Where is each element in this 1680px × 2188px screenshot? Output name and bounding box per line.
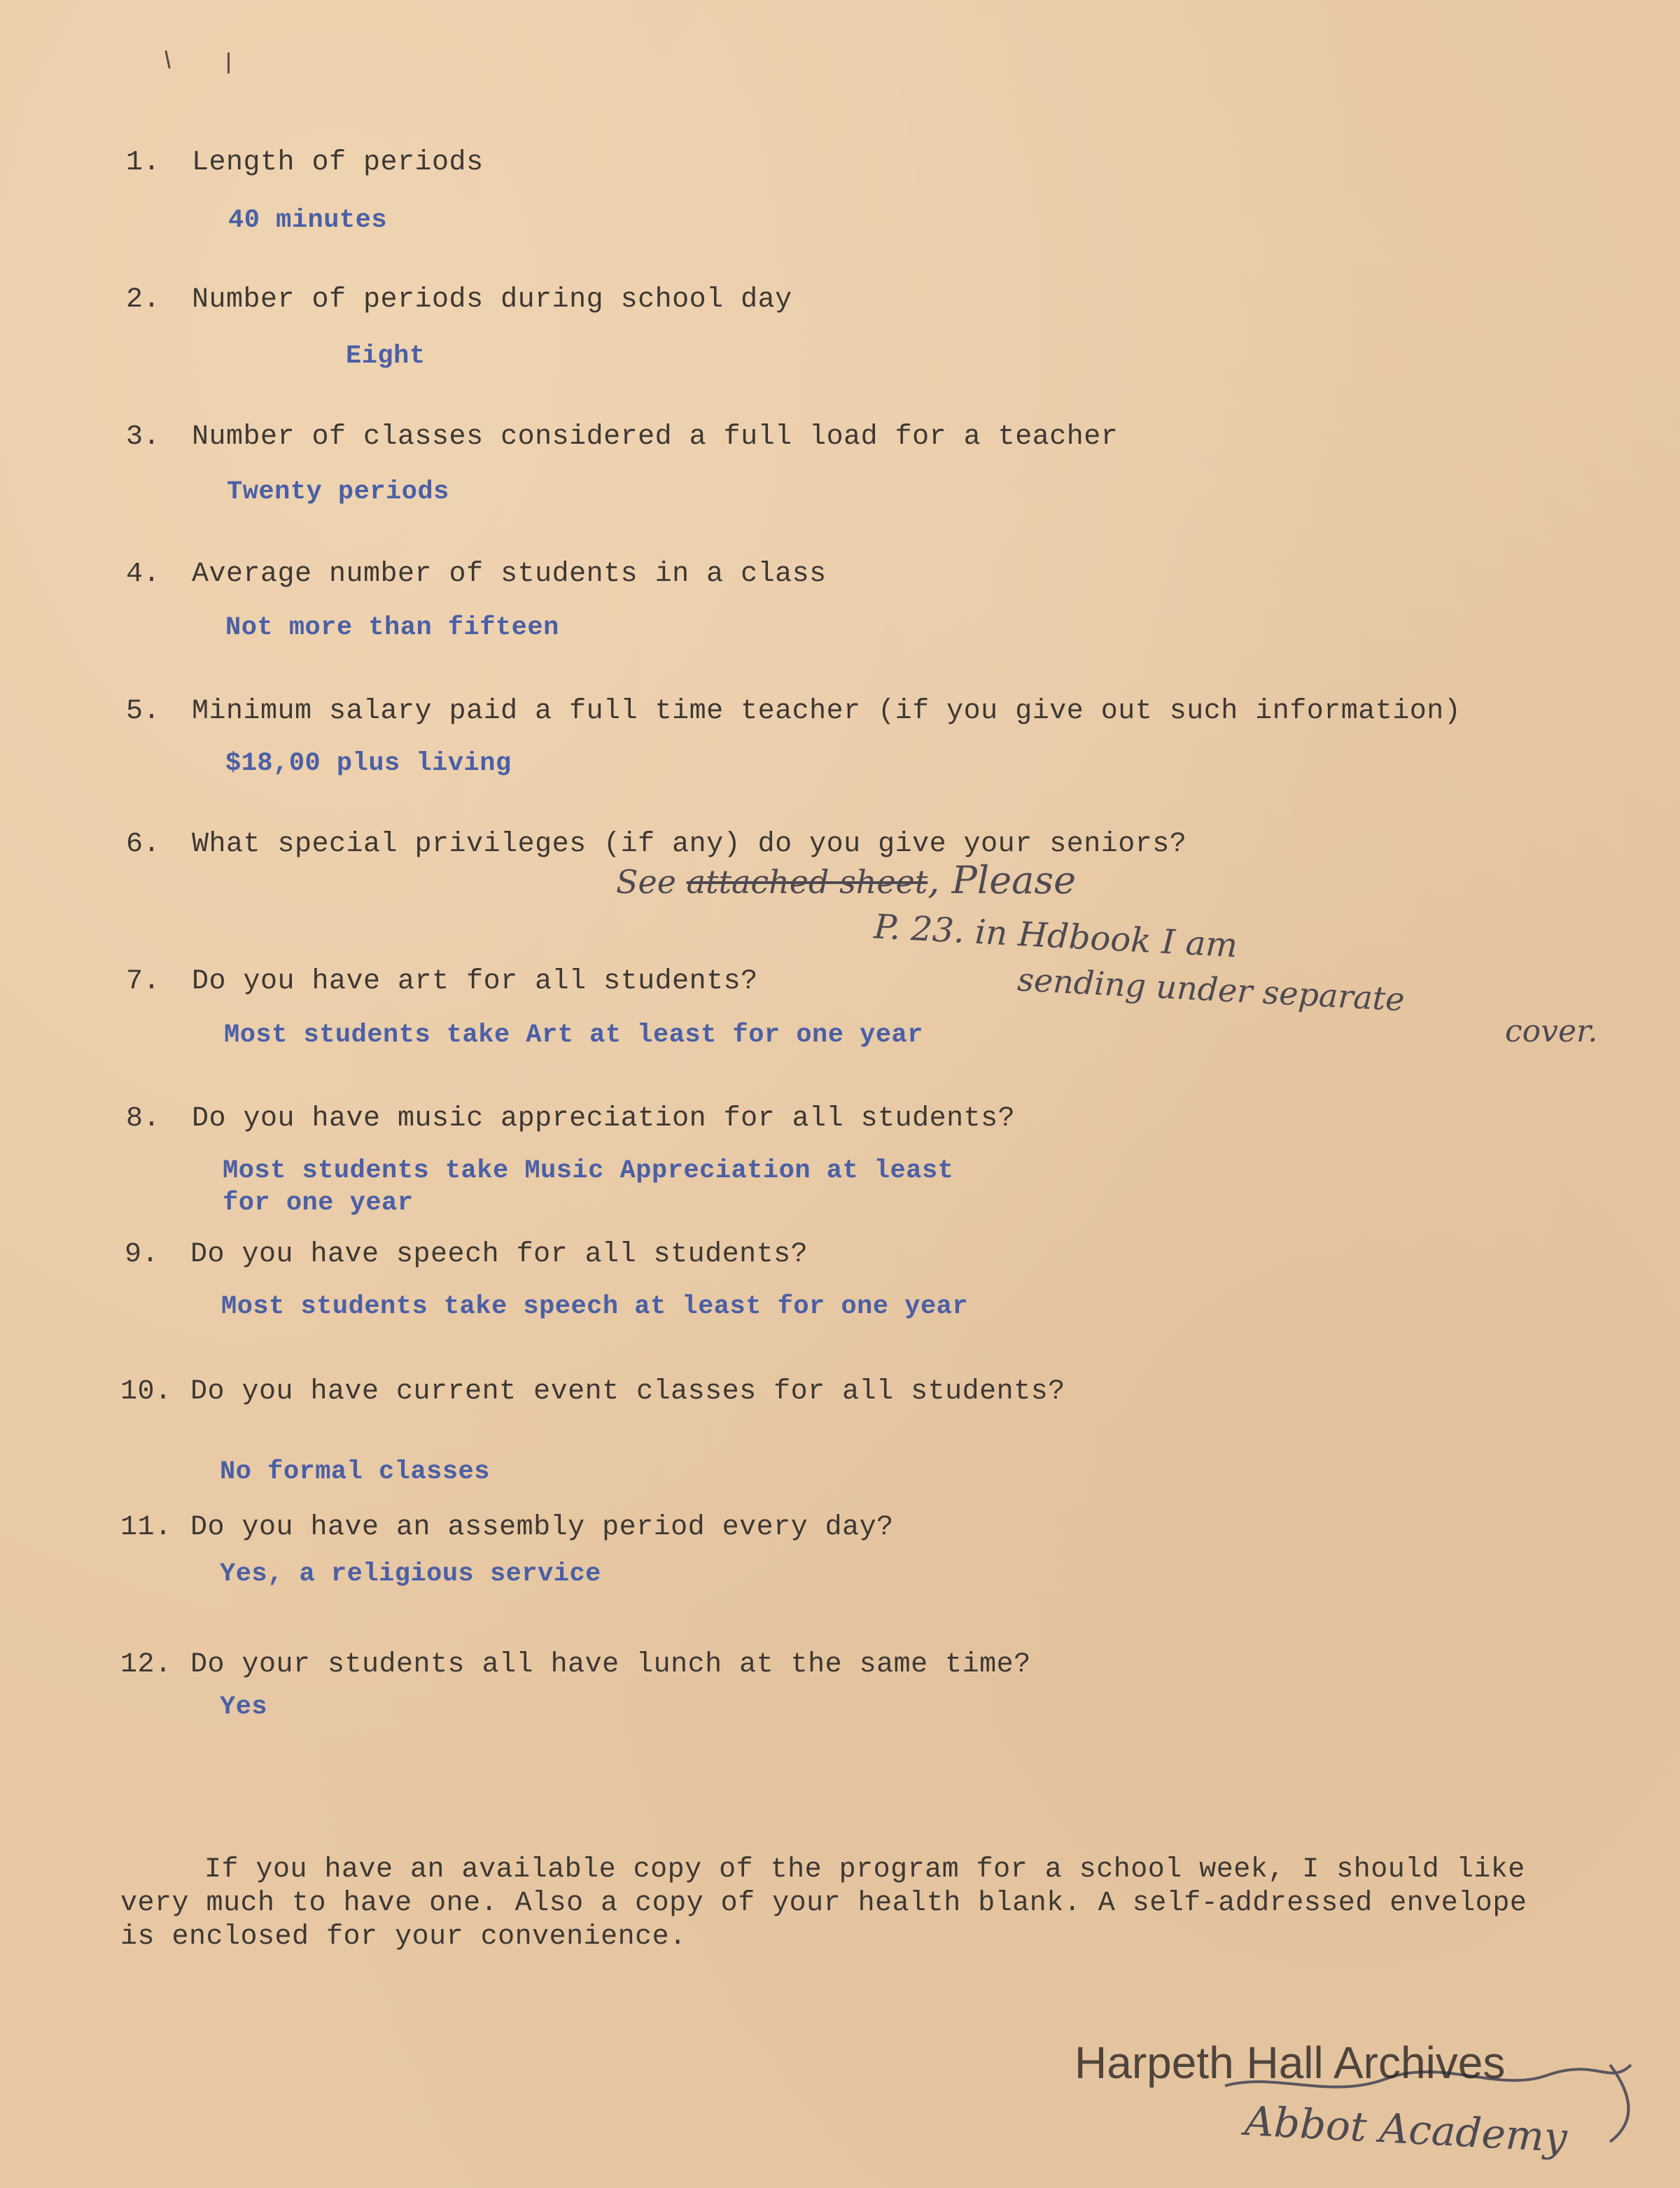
answer-5: $18,00 plus living: [225, 749, 512, 778]
handwritten-struck-text: attached sheet: [686, 863, 928, 901]
answer-7: Most students take Art at least for one year: [224, 1021, 923, 1050]
question-number: 9.: [125, 1239, 160, 1270]
question-text: Do you have art for all students?: [192, 966, 758, 997]
question-text: Do you have music appreciation for all students?: [192, 1103, 1016, 1135]
paper-mark: [227, 52, 230, 73]
answer-1: 40 minutes: [228, 206, 388, 235]
question-text: Length of periods: [192, 147, 484, 178]
question-text: Average number of students in a class: [192, 559, 827, 590]
question-number: 8.: [126, 1103, 161, 1135]
question-7: [126, 966, 758, 997]
answer-12: Yes: [220, 1692, 268, 1722]
question-number: 1.: [126, 147, 161, 178]
answer-4: Not more than fifteen: [225, 613, 559, 643]
handwritten-note-line-3: sending under separate: [1016, 960, 1406, 1018]
answer-2: Eight: [346, 342, 426, 371]
question-number: 12.: [120, 1649, 172, 1681]
answer-10: No formal classes: [220, 1457, 490, 1487]
signature-school: Abbot Academy: [1243, 2097, 1569, 2162]
question-text: Do you have an assembly period every day?: [190, 1512, 894, 1543]
question-number: 6.: [126, 829, 161, 860]
question-4: [126, 559, 827, 590]
handwritten-note-line-2: P. 23. in Hdbook I am: [873, 907, 1239, 966]
handwritten-note-line-4: cover.: [1505, 1014, 1598, 1049]
question-number: 2.: [126, 284, 161, 316]
closing-paragraph: If you have an available copy of the program for a school week, I should like very much to have one. Also a copy of your health blank. A self-addressed envelope is enclosed for your convenience.: [120, 1854, 1527, 1953]
answer-3: Twenty periods: [227, 477, 449, 507]
question-10: [120, 1376, 1065, 1408]
question-9: [125, 1239, 808, 1270]
question-8: [126, 1103, 1015, 1135]
question-number: 5.: [126, 696, 161, 727]
archive-watermark: Harpeth Hall Archives: [1074, 2038, 1506, 2088]
handwritten-please: , Please: [927, 858, 1077, 902]
question-number: 7.: [126, 966, 161, 997]
question-5: [126, 696, 1461, 727]
question-text: Do your students all have lunch at the same time?: [190, 1649, 1031, 1681]
question-text: Minimum salary paid a full time teacher (if you give out such information): [192, 696, 1462, 727]
question-3: [126, 421, 1118, 453]
question-6: [126, 829, 1186, 860]
question-11: [120, 1512, 894, 1543]
handwritten-note-line-1: [616, 858, 1076, 902]
question-number: 3.: [126, 421, 161, 453]
question-number: 11.: [120, 1512, 172, 1543]
question-text: Number of classes considered a full load for a teacher: [192, 421, 1119, 453]
handwritten-see: See: [616, 863, 676, 901]
answer-9: Most students take speech at least for one year: [221, 1292, 969, 1321]
question-number: 4.: [126, 559, 161, 590]
question-number: 10.: [120, 1376, 172, 1408]
answer-11: Yes, a religious service: [220, 1559, 601, 1589]
question-text: What special privileges (if any) do you give your seniors?: [192, 829, 1187, 860]
answer-8: Most students take Music Appreciation at least for one year: [223, 1156, 954, 1218]
question-text: Do you have current event classes for all students?: [190, 1376, 1065, 1408]
question-2: [126, 284, 792, 316]
paper-mark: [164, 50, 170, 69]
question-12: [120, 1649, 1031, 1681]
question-text: Number of periods during school day: [192, 284, 792, 316]
question-1: [126, 147, 484, 178]
question-text: Do you have speech for all students?: [190, 1239, 808, 1270]
